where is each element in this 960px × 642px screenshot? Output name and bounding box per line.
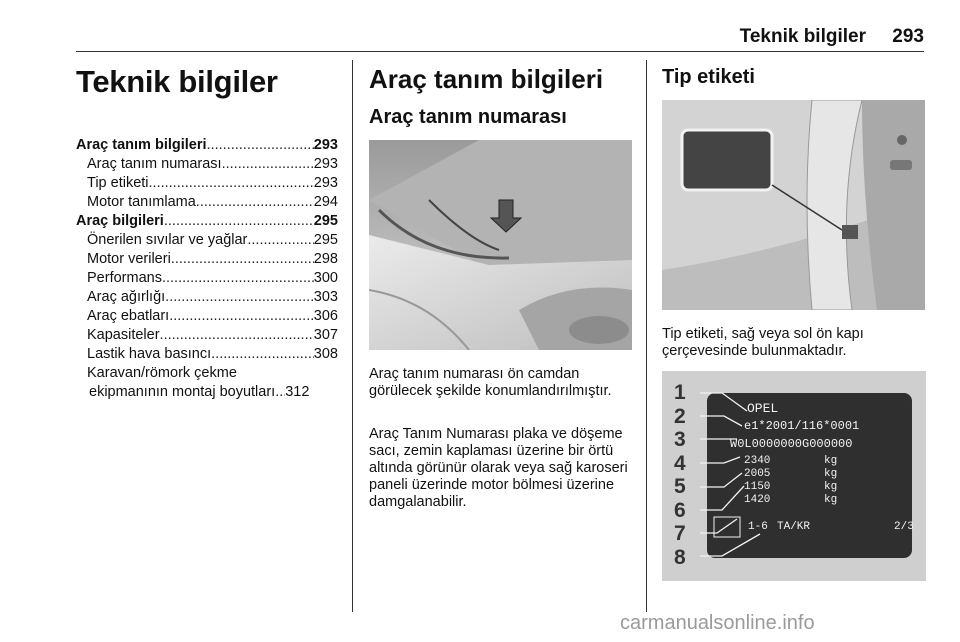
label-approval-number: e1*2001/116*0001 [744,419,860,433]
toc-entry[interactable] [76,136,338,155]
table-of-contents [76,136,338,402]
windshield-vin-image [369,140,632,350]
label-weight: 1150 [744,481,771,493]
vin-plate-paragraph: Araç Tanım Numarası plaka ve döşeme sacı, zemin kaplaması üzerine bir örtü altında görünür olarak veya sağ karoseri paneli üzerinde motor bölmesi üzerine damgalanabilir. [369,426,628,510]
label-weight: 2005 [744,468,771,480]
toc-entry-label: Kapasiteler [87,327,160,343]
door-pillar-illustration [662,100,925,310]
label-weight-unit: kg [824,468,838,480]
toc-entry-page: 303 [313,289,338,305]
toc-entry-page: 308 [313,346,338,362]
watermark: carmanualsonline.info [620,612,815,634]
chapter-title: Teknik bilgiler [76,64,278,99]
toc-entry-page: 300 [313,270,338,286]
page-header [76,26,924,50]
header-rule [76,51,924,52]
toc-entry-label: ekipmanının montaj boyutları [89,384,276,400]
toc-entry[interactable] [76,155,338,174]
toc-entry[interactable] [76,326,338,345]
type-label-diagram [662,371,926,581]
toc-entry[interactable] [76,212,338,231]
toc-leader [169,307,314,326]
callout-number: 5 [674,475,686,498]
toc-entry-page: 298 [313,251,338,267]
toc-entry-page: 293 [313,137,338,153]
toc-entry-label: Araç ağırlığı [87,289,166,305]
toc-entry-label: Araç ebatları [87,308,170,324]
toc-entry[interactable] [76,364,338,383]
toc-entry-label: Önerilen sıvılar ve yağlar [87,232,248,248]
toc-entry-label: Motor tanımlama [87,194,196,210]
running-title: Teknik bilgiler [739,26,866,47]
type-label-column [662,62,926,569]
toc-entry[interactable] [76,193,338,212]
toc-leader [275,383,285,402]
toc-entry[interactable] [76,174,338,193]
label-weight-unit: kg [824,455,838,467]
label-brand: OPEL [747,401,779,416]
label-weight: 2340 [744,455,771,467]
toc-entry[interactable] [76,269,338,288]
label-weight: 1420 [744,494,771,506]
page-number: 293 [892,26,924,47]
toc-entry-label: Karavan/römork çekme [87,365,237,381]
door-frame-image [662,100,925,310]
toc-entry-page: 312 [285,384,310,400]
toc-leader [247,231,313,250]
toc-column [76,62,338,402]
label-vin: W0L0000000G000000 [730,437,853,451]
toc-leader [222,155,314,174]
toc-leader [207,136,314,155]
toc-entry[interactable] [76,288,338,307]
car-hood-illustration [369,140,632,350]
toc-entry-label: Tip etiketi [87,175,149,191]
toc-entry-page: 294 [313,194,338,210]
callout-number: 6 [674,498,686,522]
toc-entry-page: 295 [313,213,338,229]
toc-entry[interactable] [76,307,338,326]
toc-entry[interactable] [76,345,338,364]
toc-leader [196,193,314,212]
section-title: Tip etiketi [662,66,755,88]
toc-entry-page: 307 [313,327,338,343]
column-divider [352,60,353,612]
callout-lines [662,371,926,581]
toc-entry-label: Lastik hava basıncı [87,346,212,362]
vin-location-paragraph: Araç tanım numarası ön camdan görülecek şekilde konumlandırılmıştır. [369,366,612,399]
callout-number: 2 [674,404,686,428]
label-weight-unit: kg [824,494,838,506]
toc-entry-page: 306 [313,308,338,324]
section-title: Araç tanım bilgileri [369,64,604,94]
toc-leader [171,250,314,269]
toc-leader [160,326,314,345]
toc-leader [162,269,314,288]
toc-entry[interactable] [76,250,338,269]
callout-number: 8 [674,545,686,569]
label-weight-unit: kg [824,481,838,493]
callout-number: 7 [674,522,686,545]
toc-entry-page: 295 [313,232,338,248]
subsection-title: Araç tanım numarası [369,106,567,128]
callout-number: 4 [674,451,686,475]
toc-leader [211,345,314,364]
toc-entry-label: Araç bilgileri [76,213,164,229]
toc-entry-label: Araç tanım numarası [87,156,222,172]
toc-leader [149,174,314,193]
label-note: 2/3 [894,521,914,533]
toc-leader [165,288,314,307]
column-divider [646,60,647,612]
label-axle: 1-6 [748,521,768,533]
toc-entry-label: Motor verileri [87,251,171,267]
label-code: TA/KR [777,521,811,533]
vin-column [369,62,635,510]
toc-entry[interactable] [76,383,338,402]
toc-entry-label: Performans [87,270,162,286]
callout-number: 3 [674,428,686,451]
toc-entry[interactable] [76,231,338,250]
toc-entry-page: 293 [313,175,338,191]
type-label-location-paragraph: Tip etiketi, sağ veya sol ön kapı çerçevesinde bulunmaktadır. [662,326,864,359]
toc-entry-label: Araç tanım bilgileri [76,137,207,153]
callout-number: 1 [674,381,686,404]
toc-leader [164,212,314,231]
toc-entry-page: 293 [313,156,338,172]
